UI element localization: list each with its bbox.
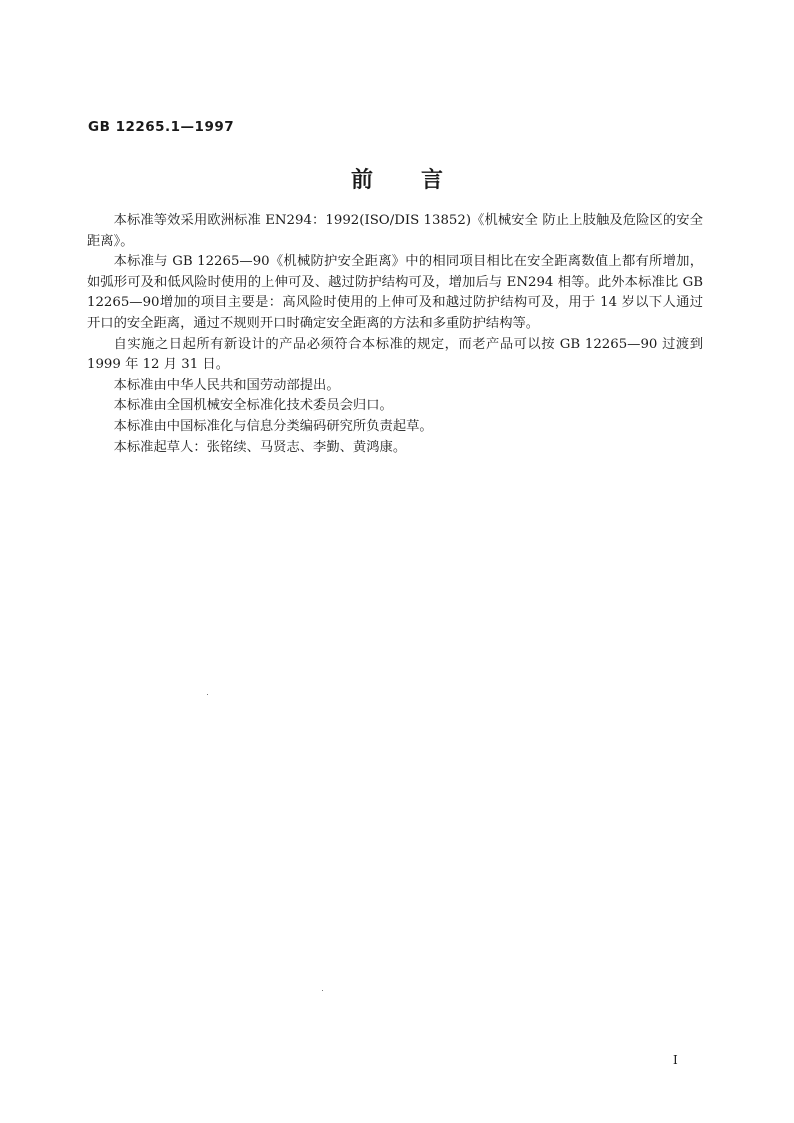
- scan-speck: [322, 990, 323, 991]
- paragraph-equivalence: 本标准等效采用欧洲标准 EN294：1992(ISO/DIS 13852)《机械安全 防止上肢触及危险区的安全距离》。: [87, 213, 703, 249]
- paragraph-drafters: 本标准起草人：张铭续、马贤志、李勤、黄鸿康。: [113, 439, 407, 455]
- paragraph-drafted-by: 本标准由中国标准化与信息分类编码研究所负责起草。: [113, 418, 433, 434]
- paragraph-proposed-by: 本标准由中华人民共和国劳动部提出。: [113, 377, 340, 393]
- standard-code: GB 12265.1—1997: [88, 119, 235, 135]
- paragraph-comparison: 本标准与 GB 12265—90《机械防护安全距离》中的相同项目相比在安全距离数值上都有所增加，如弧形可及和低风险时使用的上伸可及、越过防护结构可及，增加后与 EN294 相等。此外本标准比 GB 12265—90增加的项目主要是：高风险时使用的上伸可及和越过防护结构可及，用于 14 岁以下人通过开口的安全距离，通过不规则开口时确定安全距离的方法和多重防护结构等。: [87, 254, 703, 331]
- paragraph-managed-by: 本标准由全国机械安全标准化技术委员会归口。: [113, 398, 393, 414]
- page-number: I: [673, 1053, 678, 1067]
- section-title: 前言: [350, 168, 491, 193]
- body-text: [87, 211, 703, 458]
- scan-speck: [207, 694, 208, 695]
- paragraph-implementation: 自实施之日起所有新设计的产品必须符合本标准的规定，而老产品可以按 GB 12265—90 过渡到 1999 年 12 月 31 日。: [87, 336, 703, 373]
